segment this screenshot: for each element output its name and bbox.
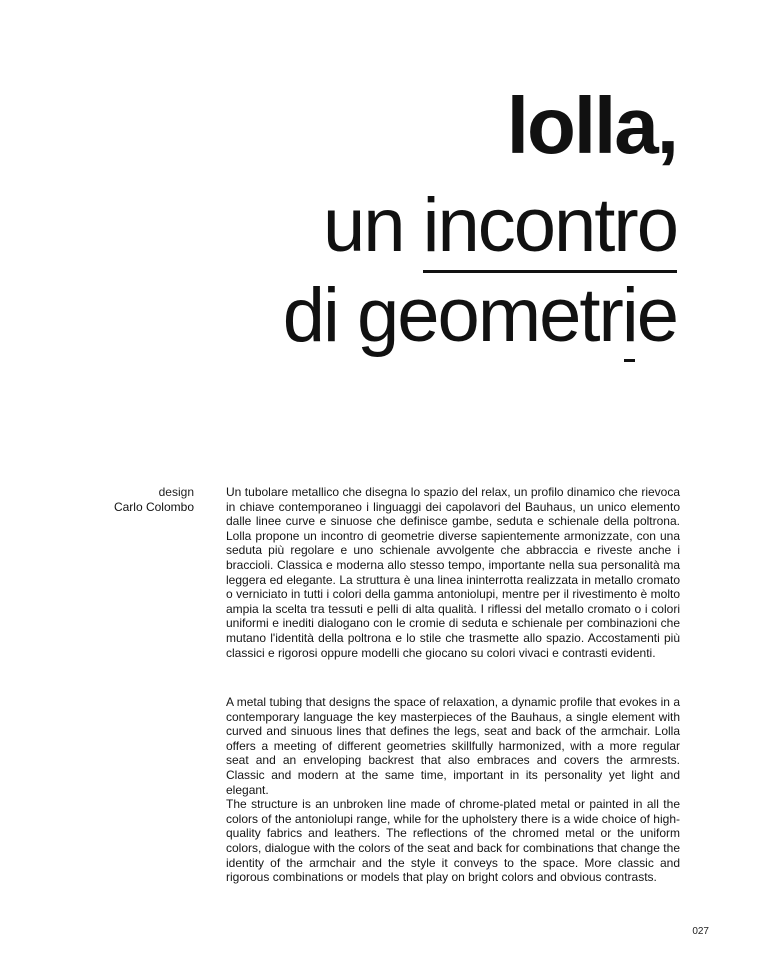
title-line-subtitle-2 (117, 273, 677, 358)
page-title (117, 81, 677, 358)
title-line3-suffix: e (636, 273, 677, 358)
designer-credit (60, 485, 194, 515)
title-line2-prefix: un (322, 183, 423, 268)
page-number: 027 (692, 926, 709, 937)
title-marked-letter: i (621, 273, 637, 358)
title-line3-prefix: di geometr (282, 273, 622, 358)
title-underlined-word: incontro (423, 183, 677, 273)
credit-name: Carlo Colombo (113, 500, 194, 514)
credit-role: design (158, 485, 194, 499)
paragraph-english-1: A metal tubing that designs the space of relaxation, a dynamic profile that evokes in a contemporary language the key masterpieces of the Bauhaus, a single element with curved and sinuous lines that defines the legs, seat and back of the armchair. Lolla offers a meeting of different geometries skillfully harmonized, with a more regular seat and an enveloping backrest that also embraces and covers the armrests. Classic and modern at the same time, important in its personality yet light and elegant. (226, 695, 680, 797)
title-line-product: lolla, (506, 81, 677, 170)
description-italian (226, 485, 680, 660)
description-english (226, 695, 680, 885)
title-line-subtitle-1 (117, 183, 677, 268)
paragraph-english-2: The structure is an unbroken line made of chrome-plated metal or painted in all the colors of the antoniolupi range, while for the upholstery there is a wide choice of high-quality fabrics and leathers. The reflections of the chromed metal or the uniform colors, dialogue with the colors of the seat and back for combinations that change the identity of the armchair and the style it conveys to the space. More classic and rigorous combinations or models that play on bright colors and obvious contrasts. (226, 797, 680, 885)
paragraph-italian: Un tubolare metallico che disegna lo spazio del relax, un profilo dinamico che rievoca in chiave contemporaneo i linguaggi dei capolavori del Bauhaus, un unico elemento dalle linee curve e sinuose che definisce gambe, seduta e schienale della poltrona. Lolla propone un incontro di geometrie diverse sapientemente armonizzate, con una seduta più regolare e uno schienale avvolgente che abbraccia e riveste anche i braccioli. Classica e moderna allo stesso tempo, importante nella sua personalità ma leggera ed elegante. La struttura è una linea ininterrotta realizzata in metallo cromato o verniciato in tutti i colori della gamma antoniolupi, mentre per il rivestimento è molto ampia la scelta tra tessuti e pelli di alta qualità. I riflessi del metallo cromato o i colori uniformi e inediti dialogano con le cromie di seduta e schienale per combinazioni che mutano l'identità della poltrona e lo stile che trasmette allo spazio. Accostamenti più classici e rigorosi oppure modelli che giocano su colori vivaci e contrasti evidenti. (226, 485, 680, 660)
